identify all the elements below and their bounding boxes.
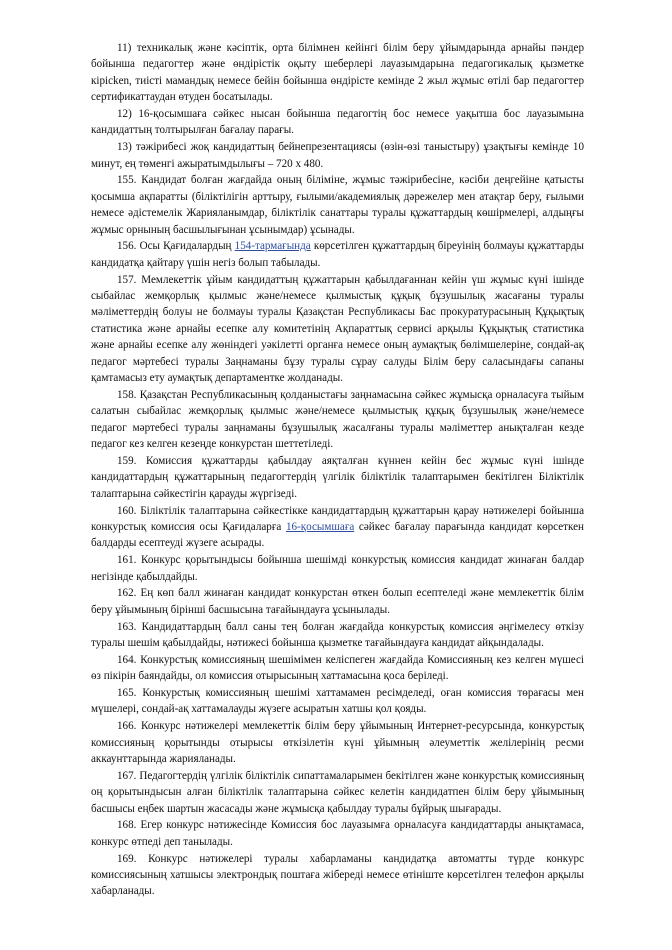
paragraph-160-text-end: сәйкес бағалау парағында кандидат көрсеткен балдарды есептеуді жүзеге асырады. (91, 520, 584, 550)
paragraph-159: 159. Комиссия құжаттарды қабылдау аяқталған күннен кейін бес жұмыс күні ішінде кандидаттардың құжаттарының педагогтердің үлгілік біліктілік талаптарымен бекітілген Біліктілік талаптарына сәйкестігін қарауды жүргізеді. (91, 454, 584, 500)
paragraph-160 (91, 503, 584, 552)
paragraph-156 (91, 238, 584, 271)
paragraph-166: 166. Конкурс нәтижелері мемлекеттік білім беру ұйымының Интернет-ресурсында, конкурстық комиссияның қорытынды отырысы өткізілетін күні ұйымның әлеуметтік желілерінің ресми аккаунттарында жарияланады. (91, 720, 584, 765)
link-16-kosymshaga[interactable]: 16-қосымшаға (285, 520, 355, 533)
paragraph-11: 11) техникалық және кәсіптік, орта білімнен кейінгі білім беру ұйымдарында арнайы пәндер бойынша педагогтер және өндірістік оқыту шеберлері лауазымдарына педагогикалық қызметке кірісken, тиісті мамандық немесе бейін бойынша өндірісте кемінде 2 жыл жұмыс өтілі бар педагогтер сертификаттаудан өтуден босатылады. (91, 42, 584, 104)
paragraph-165: 165. Конкурстық комиссияның шешімі хаттамамен ресімделеді, оған комиссия төрағасы мен мүшелері, сондай-ақ хаттамалауды жүзеге асыратын хатшы қол қояды. (91, 686, 584, 716)
paragraph-169: 169. Конкурс нәтижелері туралы хабарламаны кандидатқа автоматты түрде конкурс комиссиясының хатшысы электрондық поштаға жібереді немесе өтініште көрсетілген телефон арқылы хабарланады. (91, 852, 584, 898)
paragraph-164: 164. Конкурстық комиссияның шешімімен келіспеген жағдайда Комиссияның кез келген мүшесі өз пікірін баяндайды, ол комиссия отырысының хаттамасына қоса беріледі. (91, 653, 584, 683)
paragraph-161: 161. Конкурс қорытындысы бойынша шешімді конкурстық комиссия кандидат жинаған балдар негізінде қабылдайды. (91, 554, 584, 583)
paragraph-155: 155. Кандидат болған жағдайда оның біліміне, жұмыс тәжірибесіне, кәсіби деңгейіне қатысты қосымша ақпаратты (біліктілігін арттыру, ғылыми/академиялық дәрежелер мен атақтар беру, ғылыми немесе әдістемелік Жарияланымдар, біліктілік санаттары туралы құжаттардың көшірмелері, алдыңғы жұмыс орнының басшылығынан ұсынымдар) ұсынады. (91, 174, 584, 236)
paragraph-167: 167. Педагогтердің үлгілік біліктілік сипаттамаларымен бекітілген және конкурстық комиссияның оң қорытындысын алған біліктілік талаптарына сәйкес келетін кандидатпен білім беру ұйымының басшысы еңбек шартын жасасады және жұмысқа қабылдау туралы бұйрық шығарады. (91, 769, 584, 815)
paragraph-163: 163. Кандидаттардың балл саны тең болған жағдайда конкурстық комиссия әңгімелесу өткізу туралы шешім қабылдайды, нәтижесі бойынша қызметке тағайындауға кандидат айқындалады. (91, 620, 584, 649)
paragraph-168: 168. Егер конкурс нәтижесінде Комиссия бос лауазымға орналасуға кандидаттарды анықтамаса, конкурс өтпеді деп танылады. (91, 819, 584, 848)
paragraph-12: 12) 16-қосымшаға сәйкес нысан бойынша педагогтің бос немесе уақытша бос лауазымына кандидаттың толтырылған бағалау парағы. (91, 108, 584, 137)
paragraph-158: 158. Қазақстан Республикасының қолданыстағы заңнамасына сәйкес жұмысқа орналасуға тыйым салатын сыбайлас жемқорлық қылмыс және/немесе қылмыстық құқық бұзушылық және/немесе педагог мәртебесі туралы заңнаманы бұзушылық жасалғаны туралы мәліметтер анықталған кезде педагог кез келген кезеңде конкурстан шеттетіледі. (91, 388, 584, 451)
paragraph-156-text-start: 156. Осы Қағидалардың (117, 240, 235, 253)
paragraph-13: 13) тәжірибесі жоқ кандидаттың бейнепрезентациясы (өзін-өзі таныстыру) ұзақтығы кемінде 10 минут, ең төменгі ажыратымдылығы – 720 x 480. (91, 141, 584, 170)
paragraph-156-text-end: көрсетілген құжаттардың біреуінің болмауы құжаттарды кандидатқа қайтару үшін негіз болып табылады. (91, 240, 584, 269)
paragraph-160-text-start: 160. Біліктілік талаптарына сәйкестікке кандидаттардың құжаттарын қарау нәтижелері бойынша конкурстық комиссия осы Қағидаларға (91, 504, 584, 533)
paragraph-157: 157. Мемлекеттік ұйым кандидаттың құжаттарын қабылдағаннан кейін үш жұмыс күні ішінде сыбайлас жемқорлық қылмыс және/немесе қылмыстық құқық бұзушылық жасағаны туралы мәліметтердің болуы не болмауы туралы Қазақстан Республикасы Бас прокуратурасының Құқықтық статистика және арнайы есепке алу комитетінің Ақпараттық сервисі арқылы Құқықтық статистика және арнайы есепке алу жөніндегі уәкілетті органға немесе оның аумақтық бөлімшелеріне, сондай-ақ педагог мәртебесі туралы Заңнаманы бұзу туралы сұрау салуды Білім беру саласындағы сапаны қамтамасыз ету аумақтық департаментке жолданады. (91, 273, 584, 385)
link-154-tarmagynda[interactable]: 154-тармағында (234, 240, 311, 253)
paragraph-162: 162. Ең көп балл жинаған кандидат конкурстан өткен болып есептеледі және мемлекеттік білім беру ұйымының бірінші басшысына тағайындауға ұсынылады. (91, 587, 584, 616)
